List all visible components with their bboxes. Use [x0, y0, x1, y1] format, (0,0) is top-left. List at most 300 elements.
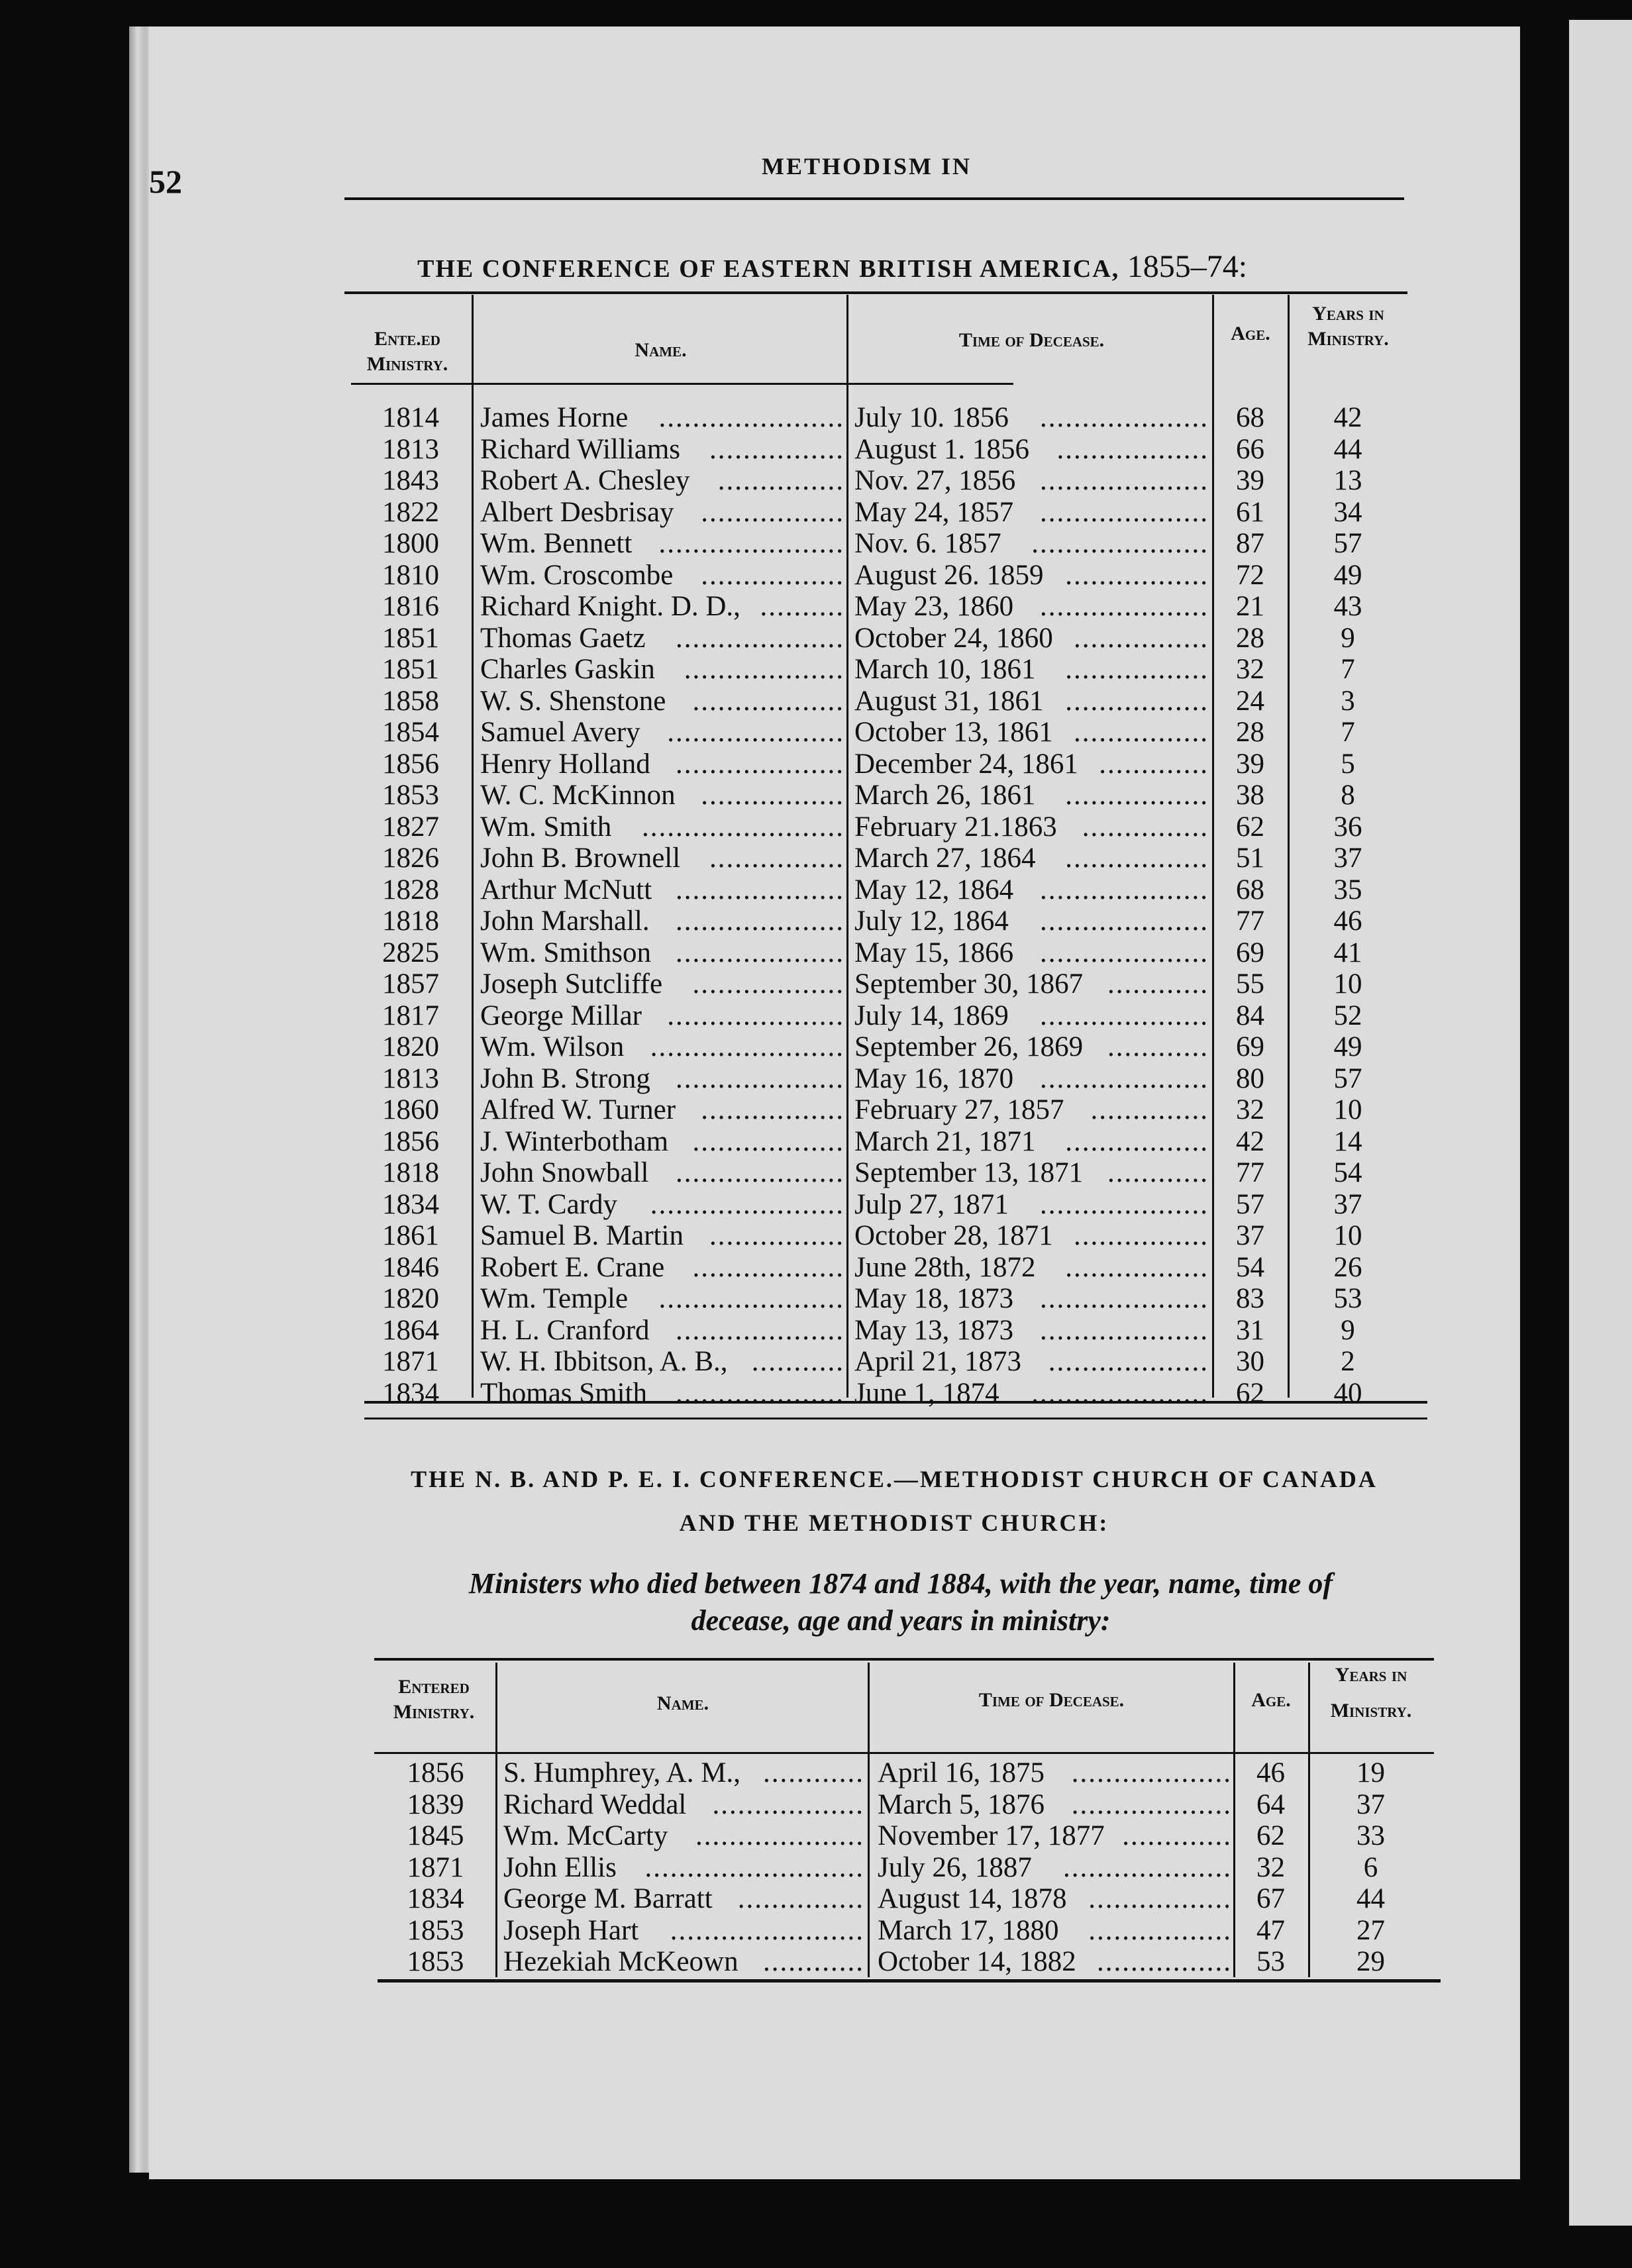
- cell-name: Wm. Bennett: [480, 528, 633, 559]
- cell-time: July 14, 1869: [854, 1000, 1009, 1031]
- cell-time: May 18, 1873: [854, 1283, 1014, 1314]
- cell-time: May 12, 1864: [854, 874, 1014, 905]
- dot-leader: ....................: [1040, 402, 1209, 433]
- cell-age: 84: [1236, 1000, 1264, 1031]
- cell-time: August 26. 1859: [854, 559, 1044, 591]
- dot-leader: .......................: [670, 1914, 864, 1946]
- dot-leader: .......................: [650, 1031, 844, 1062]
- dot-leader: ...................: [1071, 1757, 1232, 1788]
- cell-name: Wm. Temple: [480, 1283, 629, 1314]
- cell-time: Nov. 27, 1856: [854, 465, 1016, 496]
- dot-leader: ....................: [1040, 591, 1209, 622]
- dot-leader: ....................: [676, 1157, 844, 1188]
- cell-age: 54: [1236, 1251, 1264, 1283]
- cell-years: 6: [1363, 1851, 1378, 1883]
- cell-years: 57: [1333, 528, 1362, 559]
- cell-years: 36: [1333, 811, 1362, 843]
- cell-years: 43: [1333, 591, 1362, 622]
- cell-age: 28: [1236, 717, 1264, 748]
- dot-leader: ............: [763, 1757, 864, 1788]
- table-row: [0, 496, 1632, 528]
- cell-years: 37: [1356, 1788, 1385, 1820]
- cell-entered: 1828: [382, 874, 439, 905]
- dot-leader: ................: [1074, 1220, 1209, 1251]
- table2-header-age: Age.: [1251, 1689, 1291, 1711]
- cell-time: August 31, 1861: [854, 685, 1044, 717]
- cell-entered: 1813: [382, 433, 439, 465]
- dot-leader: ....................: [1040, 1188, 1209, 1220]
- cell-entered: 1861: [382, 1220, 439, 1251]
- cell-time: October 28, 1871: [854, 1220, 1053, 1251]
- section1-title: [417, 248, 1247, 285]
- cell-name: W. C. McKinnon: [480, 780, 676, 811]
- cell-time: December 24, 1861: [854, 748, 1078, 780]
- cell-age: 72: [1236, 559, 1264, 591]
- section2-title-line2: AND THE METHODIST CHURCH:: [679, 1510, 1109, 1536]
- cell-years: 8: [1341, 780, 1355, 811]
- cell-years: 2: [1341, 1346, 1355, 1377]
- dot-leader: ......................: [658, 1283, 844, 1314]
- cell-entered: 1860: [382, 1094, 439, 1125]
- dot-leader: .................: [701, 1094, 844, 1125]
- cell-time: May 24, 1857: [854, 496, 1014, 528]
- cell-time: October 13, 1861: [854, 717, 1053, 748]
- table-row: [0, 811, 1632, 843]
- dot-leader: ..................: [692, 1251, 844, 1283]
- section1-title-text: THE CONFERENCE OF EASTERN BRITISH AMERICA,: [417, 255, 1120, 283]
- dot-leader: ...............: [737, 1883, 864, 1914]
- cell-entered: 1843: [382, 465, 439, 496]
- table-row: [0, 1345, 1632, 1377]
- cell-years: 7: [1341, 654, 1355, 685]
- dot-leader: ....................: [676, 937, 844, 968]
- cell-age: 77: [1236, 1157, 1264, 1188]
- cell-time: March 10, 1861: [854, 654, 1036, 685]
- table-row: [0, 842, 1632, 874]
- dot-leader: ...................: [1071, 1788, 1232, 1820]
- cell-entered: 1800: [382, 528, 439, 559]
- cell-name: Charles Gaskin: [480, 654, 655, 685]
- cell-years: 49: [1333, 1031, 1362, 1062]
- cell-name: J. Winterbotham: [480, 1125, 669, 1157]
- dot-leader: ....................: [1040, 937, 1209, 968]
- cell-time: July 12, 1864: [854, 905, 1009, 937]
- cell-age: 61: [1236, 496, 1264, 528]
- cell-name: Wm. Smith: [480, 811, 612, 843]
- cell-years: 26: [1333, 1251, 1362, 1283]
- cell-age: 24: [1236, 685, 1264, 717]
- cell-years: 40: [1333, 1377, 1362, 1409]
- cell-name: H. L. Cranford: [480, 1314, 650, 1346]
- dot-leader: ....................: [695, 1820, 864, 1851]
- cell-entered: 1856: [382, 748, 439, 780]
- dot-leader: ............: [1107, 1157, 1209, 1188]
- table-row: [0, 1251, 1632, 1283]
- cell-entered: 1858: [382, 685, 439, 717]
- cell-entered: 1845: [407, 1820, 464, 1851]
- table1-top-rule: [344, 291, 1407, 294]
- dot-leader: .....................: [1031, 1377, 1209, 1409]
- cell-name: George Millar: [480, 1000, 642, 1031]
- dot-leader: ......................: [658, 402, 844, 433]
- dot-leader: ....................: [676, 905, 844, 937]
- cell-years: 49: [1333, 559, 1362, 591]
- table2-header-rule: [374, 1752, 1434, 1754]
- dot-leader: .................: [1065, 1251, 1209, 1283]
- cell-name: Arthur McNutt: [480, 874, 652, 905]
- table-row: [0, 1219, 1632, 1251]
- table-row: [0, 1062, 1632, 1094]
- table-row: [0, 1945, 1632, 1977]
- cell-age: 77: [1236, 905, 1264, 937]
- dot-leader: .....................: [667, 1000, 844, 1031]
- table-row: [0, 1314, 1632, 1346]
- dot-leader: ...................: [684, 654, 844, 685]
- cell-age: 39: [1236, 465, 1264, 496]
- table-row: [0, 401, 1632, 433]
- cell-years: 9: [1341, 622, 1355, 654]
- dot-leader: ...............: [1082, 811, 1209, 843]
- cell-years: 57: [1333, 1062, 1362, 1094]
- cell-entered: 1853: [407, 1946, 464, 1977]
- dot-leader: ...................: [1048, 1346, 1209, 1377]
- table-row: [0, 1031, 1632, 1062]
- cell-name: Robert A. Chesley: [480, 465, 690, 496]
- cell-age: 32: [1256, 1851, 1285, 1883]
- cell-time: May 15, 1866: [854, 937, 1014, 968]
- header-rule: [344, 197, 1404, 200]
- dot-leader: ..........: [760, 591, 844, 622]
- cell-years: 41: [1333, 937, 1362, 968]
- dot-leader: ....................: [1040, 905, 1209, 937]
- dot-leader: ................: [1097, 1946, 1232, 1977]
- dot-leader: ....................: [1040, 1314, 1209, 1346]
- table1-header-name: Name.: [635, 339, 687, 361]
- section1-title-years: 1855–74:: [1127, 249, 1248, 284]
- cell-time: Julp 27, 1871: [854, 1188, 1009, 1220]
- cell-years: 53: [1333, 1283, 1362, 1314]
- cell-name: John B. Strong: [480, 1062, 650, 1094]
- cell-entered: 1853: [382, 780, 439, 811]
- dot-leader: ................: [709, 433, 844, 465]
- cell-years: 10: [1333, 968, 1362, 1000]
- cell-entered: 1817: [382, 1000, 439, 1031]
- cell-name: Thomas Gaetz: [480, 622, 646, 654]
- cell-name: George M. Barratt: [503, 1883, 713, 1914]
- cell-age: 32: [1236, 654, 1264, 685]
- cell-time: February 27, 1857: [854, 1094, 1064, 1125]
- cell-name: John Ellis: [503, 1851, 617, 1883]
- page-number: 52: [149, 163, 182, 200]
- cell-age: 46: [1256, 1757, 1285, 1788]
- dot-leader: ..................: [692, 685, 844, 717]
- cell-name: Hezekiah McKeown: [503, 1946, 739, 1977]
- cell-years: 37: [1333, 1188, 1362, 1220]
- table-row: [0, 779, 1632, 811]
- cell-name: Joseph Sutcliffe: [480, 968, 663, 1000]
- cell-years: 19: [1356, 1757, 1385, 1788]
- cell-age: 67: [1256, 1883, 1285, 1914]
- cell-years: 10: [1333, 1220, 1362, 1251]
- cell-name: Henry Holland: [480, 748, 650, 780]
- table-row: [0, 559, 1632, 591]
- cell-entered: 1856: [382, 1125, 439, 1157]
- cell-years: 37: [1333, 843, 1362, 874]
- section-divider: [364, 1418, 1427, 1419]
- cell-time: October 14, 1882: [878, 1946, 1076, 1977]
- table-row: [0, 685, 1632, 717]
- dot-leader: .....................: [667, 717, 844, 748]
- dot-leader: ......................: [658, 528, 844, 559]
- dot-leader: ....................: [1040, 496, 1209, 528]
- cell-age: 80: [1236, 1062, 1264, 1094]
- cell-age: 31: [1236, 1314, 1264, 1346]
- cell-age: 69: [1236, 1031, 1264, 1062]
- cell-entered: 1834: [382, 1377, 439, 1409]
- dot-leader: ....................: [1063, 1851, 1232, 1883]
- dot-leader: ..................: [692, 1125, 844, 1157]
- cell-age: 62: [1236, 811, 1264, 843]
- cell-years: 7: [1341, 717, 1355, 748]
- table-row: [0, 937, 1632, 968]
- cell-name: Wm. Wilson: [480, 1031, 625, 1062]
- dot-leader: ..................: [712, 1788, 864, 1820]
- cell-years: 54: [1333, 1157, 1362, 1188]
- cell-entered: 1834: [382, 1188, 439, 1220]
- cell-years: 35: [1333, 874, 1362, 905]
- cell-entered: 1856: [407, 1757, 464, 1788]
- dot-leader: .......................: [650, 1188, 844, 1220]
- cell-name: W. T. Cardy: [480, 1188, 618, 1220]
- cell-time: August 1. 1856: [854, 433, 1029, 465]
- cell-time: July 26, 1887: [878, 1851, 1032, 1883]
- cell-years: 3: [1341, 685, 1355, 717]
- cell-time: March 17, 1880: [878, 1914, 1059, 1946]
- dot-leader: ....................: [676, 874, 844, 905]
- cell-age: 37: [1236, 1220, 1264, 1251]
- cell-years: 27: [1356, 1914, 1385, 1946]
- dot-leader: .................: [1088, 1914, 1232, 1946]
- cell-age: 21: [1236, 591, 1264, 622]
- dot-leader: ................: [1074, 717, 1209, 748]
- cell-time: June 1, 1874: [854, 1377, 999, 1409]
- cell-age: 55: [1236, 968, 1264, 1000]
- cell-age: 39: [1236, 748, 1264, 780]
- cell-age: 30: [1236, 1346, 1264, 1377]
- cell-time: March 21, 1871: [854, 1125, 1036, 1157]
- cell-entered: 1851: [382, 622, 439, 654]
- cell-time: August 14, 1878: [878, 1883, 1067, 1914]
- table-row: [0, 905, 1632, 937]
- cell-name: Richard Weddal: [503, 1788, 687, 1820]
- cell-name: James Horne: [480, 402, 629, 433]
- dot-leader: ........................: [642, 811, 844, 843]
- cell-entered: 1820: [382, 1283, 439, 1314]
- cell-entered: 1871: [382, 1346, 439, 1377]
- cell-age: 68: [1236, 874, 1264, 905]
- cell-entered: 1822: [382, 496, 439, 528]
- dot-leader: ................: [709, 843, 844, 874]
- cell-name: Thomas Smith: [480, 1377, 648, 1409]
- cell-name: Wm. McCarty: [503, 1820, 668, 1851]
- dot-leader: .................: [1065, 843, 1209, 874]
- dot-leader: ....................: [676, 622, 844, 654]
- cell-time: September 13, 1871: [854, 1157, 1084, 1188]
- cell-name: S. Humphrey, A. M.,: [503, 1757, 740, 1788]
- table-row: [0, 653, 1632, 685]
- section2-note-line1: Ministers who died between 1874 and 1884, with the year, name, time of: [468, 1567, 1333, 1600]
- cell-name: Samuel Avery: [480, 717, 640, 748]
- cell-time: Nov. 6. 1857: [854, 528, 1001, 559]
- dot-leader: ...............: [717, 465, 844, 496]
- table-row: [0, 1914, 1632, 1946]
- table2-bottom-rule: [378, 1979, 1441, 1983]
- dot-leader: ....................: [1040, 874, 1209, 905]
- dot-leader: .............: [1099, 748, 1209, 780]
- dot-leader: ....................: [1040, 1283, 1209, 1314]
- cell-name: Joseph Hart: [503, 1914, 639, 1946]
- cell-age: 64: [1256, 1788, 1285, 1820]
- cell-entered: 1820: [382, 1031, 439, 1062]
- table2-header-years: Years in Ministry.: [1330, 1664, 1412, 1722]
- cell-years: 33: [1356, 1820, 1385, 1851]
- cell-entered: 1816: [382, 591, 439, 622]
- cell-years: 46: [1333, 905, 1362, 937]
- table-row: [0, 1157, 1632, 1188]
- cell-time: May 13, 1873: [854, 1314, 1014, 1346]
- dot-leader: ....................: [1040, 1062, 1209, 1094]
- table-row: [0, 1188, 1632, 1220]
- dot-leader: ............: [1107, 968, 1209, 1000]
- table-row: [0, 464, 1632, 496]
- table-row: [0, 1125, 1632, 1157]
- table1-header-years: Years in Ministry.: [1307, 303, 1389, 350]
- cell-age: 47: [1256, 1914, 1285, 1946]
- table2-header-entered: Entered Ministry.: [393, 1676, 475, 1723]
- cell-name: John B. Brownell: [480, 843, 681, 874]
- dot-leader: ....................: [676, 1377, 844, 1409]
- cell-name: John Marshall.: [480, 905, 650, 937]
- dot-leader: ..........................: [644, 1851, 864, 1883]
- cell-entered: 1851: [382, 654, 439, 685]
- table-row: [0, 874, 1632, 905]
- cell-time: June 28th, 1872: [854, 1251, 1036, 1283]
- cell-entered: 1864: [382, 1314, 439, 1346]
- cell-years: 14: [1333, 1125, 1362, 1157]
- dot-leader: .................: [1065, 685, 1209, 717]
- dot-leader: ....................: [676, 1062, 844, 1094]
- cell-entered: 1854: [382, 717, 439, 748]
- cell-time: September 26, 1869: [854, 1031, 1084, 1062]
- table-row: [0, 590, 1632, 622]
- table1-header-time: Time of Decease.: [958, 329, 1105, 351]
- cell-entered: 1818: [382, 1157, 439, 1188]
- cell-entered: 1827: [382, 811, 439, 843]
- dot-leader: ................: [709, 1220, 844, 1251]
- section2-title-line1: THE N. B. AND P. E. I. CONFERENCE.—METHODIST CHURCH OF CANADA: [411, 1466, 1378, 1492]
- cell-years: 34: [1333, 496, 1362, 528]
- cell-name: Albert Desbrisay: [480, 496, 674, 528]
- cell-name: Robert E. Crane: [480, 1251, 665, 1283]
- cell-age: 32: [1236, 1094, 1264, 1125]
- dot-leader: .................: [701, 496, 844, 528]
- cell-entered: 1826: [382, 843, 439, 874]
- cell-years: 52: [1333, 1000, 1362, 1031]
- cell-time: April 16, 1875: [878, 1757, 1045, 1788]
- table1-header-rule: [351, 383, 1013, 385]
- dot-leader: ............: [1107, 1031, 1209, 1062]
- table-row: [0, 433, 1632, 465]
- dot-leader: ..................: [692, 968, 844, 1000]
- table2-header-name: Name.: [656, 1692, 709, 1714]
- table-row: [0, 748, 1632, 780]
- cell-age: 57: [1236, 1188, 1264, 1220]
- cell-name: John Snowball: [480, 1157, 649, 1188]
- table-row: [0, 716, 1632, 748]
- dot-leader: .................: [1088, 1883, 1232, 1914]
- table-row: [0, 1851, 1632, 1883]
- table-row: [0, 1882, 1632, 1914]
- cell-years: 42: [1333, 402, 1362, 433]
- dot-leader: .............: [1122, 1820, 1232, 1851]
- cell-age: 69: [1236, 937, 1264, 968]
- cell-time: November 17, 1877: [878, 1820, 1105, 1851]
- cell-entered: 1818: [382, 905, 439, 937]
- dot-leader: ................: [1074, 622, 1209, 654]
- cell-time: July 10. 1856: [854, 402, 1009, 433]
- table-row: [0, 1000, 1632, 1031]
- cell-age: 68: [1236, 402, 1264, 433]
- cell-years: 13: [1333, 465, 1362, 496]
- cell-name: Wm. Croscombe: [480, 559, 674, 591]
- dot-leader: .................: [1065, 654, 1209, 685]
- cell-time: October 24, 1860: [854, 622, 1053, 654]
- dot-leader: ....................: [1040, 465, 1209, 496]
- cell-time: May 23, 1860: [854, 591, 1014, 622]
- cell-years: 10: [1333, 1094, 1362, 1125]
- cell-entered: 1846: [382, 1251, 439, 1283]
- dot-leader: .................: [701, 780, 844, 811]
- cell-years: 44: [1356, 1883, 1385, 1914]
- cell-entered: 1813: [382, 1062, 439, 1094]
- cell-age: 51: [1236, 843, 1264, 874]
- cell-time: September 30, 1867: [854, 968, 1084, 1000]
- dot-leader: .....................: [1031, 528, 1209, 559]
- cell-entered: 1853: [407, 1914, 464, 1946]
- dot-leader: ..............: [1090, 1094, 1209, 1125]
- dot-leader: .................: [701, 559, 844, 591]
- cell-time: March 27, 1864: [854, 843, 1036, 874]
- table-row: [0, 968, 1632, 1000]
- cell-age: 53: [1256, 1946, 1285, 1977]
- cell-time: April 21, 1873: [854, 1346, 1022, 1377]
- dot-leader: ...........: [751, 1346, 844, 1377]
- cell-name: Wm. Smithson: [480, 937, 652, 968]
- cell-entered: 1871: [407, 1851, 464, 1883]
- table2-top-rule: [374, 1658, 1434, 1661]
- cell-age: 83: [1236, 1283, 1264, 1314]
- table-row: [0, 1282, 1632, 1314]
- table-row: [0, 527, 1632, 559]
- table1-header-entered: Ente.ed Ministry.: [366, 328, 448, 375]
- cell-name: W. S. Shenstone: [480, 685, 666, 717]
- dot-leader: ............: [763, 1946, 864, 1977]
- cell-time: May 16, 1870: [854, 1062, 1014, 1094]
- table-row: [0, 1788, 1632, 1820]
- dot-leader: .................: [1065, 559, 1209, 591]
- cell-age: 28: [1236, 622, 1264, 654]
- dot-leader: ..................: [1056, 433, 1209, 465]
